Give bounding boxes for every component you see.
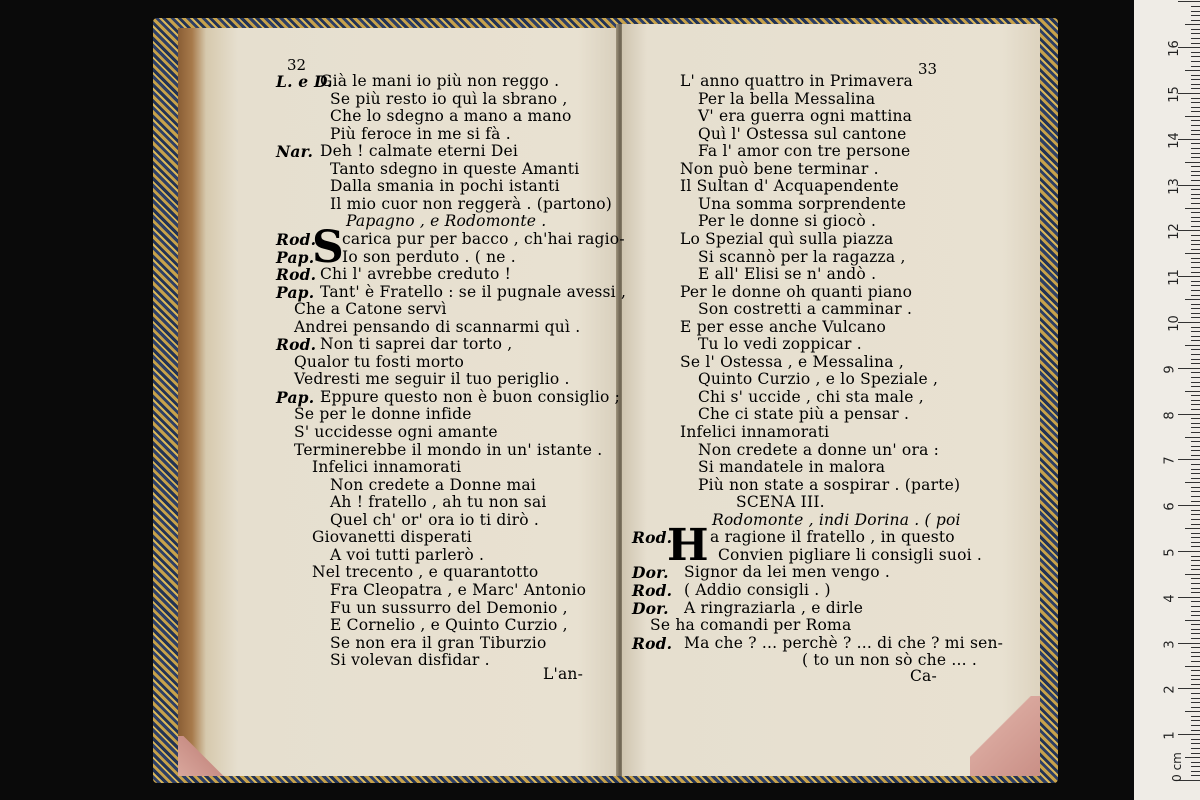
ruler-label: 2: [1162, 685, 1178, 695]
text-line: Terminerebbe il mondo in un' istante .: [294, 440, 603, 459]
ruler-tick: [1191, 88, 1200, 89]
ruler-tick: [1191, 556, 1200, 557]
text-line: Chi s' uccide , chi sta male ,: [698, 387, 924, 406]
ruler-tick: [1191, 327, 1200, 328]
ruler-tick: [1191, 693, 1200, 694]
page-stain: [970, 696, 1040, 776]
ruler-tick: [1178, 505, 1200, 506]
ruler-tick: [1191, 409, 1200, 410]
speaker-label: L. e D.: [276, 72, 333, 91]
ruler-tick: [1191, 61, 1200, 62]
ruler-tick: [1191, 189, 1200, 190]
text-line: Più non state a sospirar . (parte): [698, 475, 961, 494]
text-line: Si scannò per la ragazza ,: [698, 247, 906, 266]
ruler-tick: [1191, 313, 1200, 314]
ruler-tick: [1191, 386, 1200, 387]
text-line: Tant' è Fratello : se il pugnale avessi ,: [320, 282, 627, 301]
ruler-tick: [1185, 70, 1200, 71]
ruler-tick: [1178, 597, 1200, 598]
ruler-label: 14: [1166, 132, 1182, 149]
ruler-tick: [1191, 670, 1200, 671]
text-line: Non ti saprei dar torto ,: [320, 335, 513, 354]
ruler-tick: [1191, 578, 1200, 579]
text-line: Fra Cleopatra , e Marc' Antonio: [330, 580, 587, 599]
text-line: Non credete a Donne mai: [330, 475, 536, 494]
ruler-tick: [1185, 253, 1200, 254]
text-line: Si volevan disfidar .: [330, 651, 490, 670]
ruler-tick: [1178, 368, 1200, 369]
ruler-tick: [1191, 29, 1200, 30]
ruler-label: 7: [1162, 456, 1178, 466]
ruler-tick: [1191, 171, 1200, 172]
ruler-tick: [1191, 514, 1200, 515]
ruler-tick: [1191, 395, 1200, 396]
ruler-tick: [1191, 766, 1200, 767]
text-line: carica pur per bacco , ch'hai ragio-: [342, 229, 625, 248]
ruler-tick: [1191, 427, 1200, 428]
ruler-tick: [1191, 583, 1200, 584]
text-line: Quì l' Ostessa sul cantone: [698, 124, 907, 143]
ruler-tick: [1191, 771, 1200, 772]
ruler-tick: [1191, 560, 1200, 561]
text-line: Tu lo vedi zoppicar .: [698, 335, 862, 354]
ruler-label: 16: [1166, 40, 1182, 57]
ruler-tick: [1191, 175, 1200, 176]
ruler-tick: [1191, 304, 1200, 305]
ruler-tick: [1191, 212, 1200, 213]
text-line: Quel ch' or' ora io ti dirò .: [330, 510, 540, 529]
ruler-tick: [1191, 336, 1200, 337]
ruler-tick: [1191, 6, 1200, 7]
ruler-tick: [1191, 143, 1200, 144]
ruler-tick: [1191, 404, 1200, 405]
text-line: Ma che ? ... perchè ? ... di che ? mi sen-: [684, 633, 1004, 652]
ruler-tick: [1191, 675, 1200, 676]
ruler-tick: [1191, 707, 1200, 708]
ruler-tick: [1191, 359, 1200, 360]
ruler-tick: [1191, 272, 1200, 273]
measuring-ruler: [1134, 0, 1200, 800]
text-line: Se l' Ostessa , e Messalina ,: [680, 352, 904, 371]
text-line: Convien pigliare li consigli suoi .: [718, 545, 983, 564]
ruler-tick: [1191, 743, 1200, 744]
ruler-tick: [1191, 624, 1200, 625]
text-line: Tanto sdegno in queste Amanti: [330, 159, 580, 178]
ruler-tick: [1191, 753, 1200, 754]
ruler-tick: [1191, 762, 1200, 763]
ruler-tick: [1191, 180, 1200, 181]
ruler-tick: [1191, 267, 1200, 268]
ruler-tick: [1185, 437, 1200, 438]
ruler-label: 3: [1162, 639, 1178, 649]
ruler-label: 5: [1162, 548, 1178, 557]
ruler-tick: [1191, 615, 1200, 616]
ruler-tick: [1191, 221, 1200, 222]
ruler-tick: [1191, 739, 1200, 740]
text-line: Infelici innamorati: [312, 458, 462, 477]
ruler-tick: [1185, 528, 1200, 529]
ruler-tick: [1191, 418, 1200, 419]
text-line: Lo Spezial quì sulla piazza: [680, 229, 894, 248]
ruler-tick: [1191, 75, 1200, 76]
text-line: Fa l' amor con tre persone: [698, 142, 911, 161]
drop-cap: H: [667, 520, 709, 571]
text-line: Una somma sorprendente: [698, 194, 907, 213]
text-line: Per la bella Messalina: [698, 89, 876, 108]
ruler-tick: [1191, 546, 1200, 547]
ruler-label: 12: [1166, 223, 1182, 241]
ruler-tick: [1191, 79, 1200, 80]
right-page-number: 33: [918, 60, 938, 78]
ruler-tick: [1178, 459, 1200, 460]
ruler-tick: [1191, 98, 1200, 99]
ruler-tick: [1178, 1, 1200, 2]
text-line: Per le donne si giocò .: [698, 212, 877, 231]
text-line: E all' Elisi se n' andò .: [698, 265, 877, 284]
ruler-tick: [1185, 116, 1200, 117]
ruler-tick: [1191, 601, 1200, 602]
ruler-tick: [1191, 372, 1200, 373]
text-line: Se non era il gran Tiburzio: [330, 633, 547, 652]
text-line: Che lo sdegno a mano a mano: [330, 107, 572, 126]
text-line: Vedresti me seguir il tuo periglio .: [294, 370, 570, 389]
ruler-tick: [1191, 111, 1200, 112]
text-line: Quinto Curzio , e lo Speziale ,: [698, 370, 939, 389]
ruler-tick: [1191, 84, 1200, 85]
text-line: Rodomonte , indi Dorina . ( poi: [712, 510, 961, 529]
text-line: V' era guerra ogni mattina: [698, 107, 913, 126]
ruler-tick: [1191, 166, 1200, 167]
ruler-tick: [1191, 308, 1200, 309]
page-stain: [178, 736, 228, 776]
ruler-tick: [1178, 551, 1200, 552]
speaker-label: Pap.: [276, 282, 315, 302]
text-line: Chi l' avrebbe creduto !: [320, 265, 512, 284]
ruler-tick: [1191, 354, 1200, 355]
ruler-tick: [1191, 565, 1200, 566]
ruler-tick: [1191, 455, 1200, 456]
ruler-tick: [1185, 208, 1200, 209]
ruler-tick: [1178, 734, 1200, 735]
speaker-label: Nar.: [276, 142, 314, 162]
text-line: L' anno quattro in Primavera: [680, 72, 913, 90]
ruler-tick: [1191, 153, 1200, 154]
ruler-label: 15: [1166, 86, 1182, 103]
text-line: Si mandatele in malora: [698, 458, 886, 477]
ruler-label: 9: [1162, 365, 1178, 374]
text-line: Se per le donne infide: [294, 405, 472, 424]
text-line: Per le donne oh quanti piano: [680, 282, 913, 301]
ruler-tick: [1191, 592, 1200, 593]
ruler-tick: [1191, 725, 1200, 726]
ruler-tick: [1191, 400, 1200, 401]
ruler-tick: [1191, 487, 1200, 488]
ruler-tick: [1191, 661, 1200, 662]
text-line: Se più resto io quì la sbrano ,: [330, 89, 568, 108]
speaker-label: Rod.: [632, 580, 673, 600]
ruler-tick: [1191, 606, 1200, 607]
drop-cap: S: [312, 222, 344, 273]
ruler-tick: [1191, 501, 1200, 502]
catchword: L'an-: [543, 665, 584, 683]
ruler-tick: [1185, 711, 1200, 712]
ruler-tick: [1191, 473, 1200, 474]
ruler-tick: [1191, 281, 1200, 282]
ruler-tick: [1191, 684, 1200, 685]
ruler-tick: [1191, 510, 1200, 511]
ruler-label: 0 cm: [1169, 752, 1184, 782]
ruler-tick: [1191, 340, 1200, 341]
ruler-tick: [1191, 423, 1200, 424]
text-line: A ringraziarla , e dirle: [684, 598, 864, 617]
ruler-tick: [1191, 588, 1200, 589]
text-line: Papagno , e Rodomonte .: [346, 212, 547, 231]
ruler-tick: [1191, 748, 1200, 749]
ruler-tick: [1185, 345, 1200, 346]
ruler-tick: [1191, 432, 1200, 433]
ruler-tick: [1191, 652, 1200, 653]
ruler-tick: [1191, 569, 1200, 570]
ruler-tick: [1185, 574, 1200, 575]
ruler-tick: [1191, 130, 1200, 131]
ruler-tick: [1191, 519, 1200, 520]
ruler-tick: [1191, 716, 1200, 717]
ruler-tick: [1191, 450, 1200, 451]
ruler-tick: [1185, 620, 1200, 621]
ruler-tick: [1191, 702, 1200, 703]
ruler-label: 1: [1162, 731, 1178, 740]
text-line: Più feroce in me si fà .: [330, 124, 511, 143]
ruler-tick: [1191, 194, 1200, 195]
text-line: Nel trecento , e quarantotto: [312, 563, 539, 582]
ruler-tick: [1185, 24, 1200, 25]
speaker-label: Pap.: [276, 247, 315, 267]
ruler-tick: [1191, 647, 1200, 648]
ruler-tick: [1191, 537, 1200, 538]
ruler-label: 13: [1166, 177, 1182, 195]
ruler-tick: [1191, 217, 1200, 218]
ruler-tick: [1191, 464, 1200, 465]
text-line: Giovanetti disperati: [312, 528, 472, 547]
ruler-label: 11: [1166, 269, 1182, 286]
text-line: SCENA III.: [736, 493, 825, 512]
ruler-tick: [1191, 43, 1200, 44]
ruler-tick: [1191, 66, 1200, 67]
ruler-tick: [1191, 290, 1200, 291]
ruler-tick: [1191, 496, 1200, 497]
ruler-tick: [1185, 299, 1200, 300]
ruler-tick: [1191, 478, 1200, 479]
ruler-tick: [1191, 611, 1200, 612]
ruler-tick: [1185, 162, 1200, 163]
ruler-tick: [1191, 285, 1200, 286]
text-line: Dalla smania in pochi istanti: [330, 177, 560, 196]
speaker-label: Dor.: [632, 598, 669, 618]
ruler-tick: [1191, 198, 1200, 199]
ruler-tick: [1191, 679, 1200, 680]
text-line: Son costretti a camminar .: [698, 300, 913, 319]
ruler-tick: [1191, 698, 1200, 699]
ruler-tick: [1191, 382, 1200, 383]
ruler-tick: [1185, 391, 1200, 392]
ruler-tick: [1191, 249, 1200, 250]
ruler-tick: [1191, 377, 1200, 378]
speaker-label: Rod.: [276, 335, 317, 355]
ruler-tick: [1191, 446, 1200, 447]
ruler-tick: [1191, 52, 1200, 53]
text-line: Se ha comandi per Roma: [650, 616, 852, 635]
ruler-tick: [1191, 633, 1200, 634]
ruler-tick: [1191, 317, 1200, 318]
text-line: Qualor tu fosti morto: [294, 352, 465, 371]
speaker-label: Rod.: [276, 265, 317, 285]
ruler-tick: [1191, 349, 1200, 350]
ruler-tick: [1191, 363, 1200, 364]
ruler-tick: [1191, 258, 1200, 259]
speaker-label: Rod.: [276, 229, 317, 249]
ruler-tick: [1185, 482, 1200, 483]
ruler-tick: [1191, 331, 1200, 332]
catchword: Ca-: [910, 667, 937, 685]
text-line: Fu un sussurro del Demonio ,: [330, 598, 568, 617]
ruler-tick: [1191, 107, 1200, 108]
text-line: Non credete a donne un' ora :: [698, 440, 940, 459]
ruler-tick: [1191, 56, 1200, 57]
text-line: Il mio cuor non reggerà . (partono): [330, 194, 613, 213]
ruler-tick: [1191, 120, 1200, 121]
ruler-tick: [1191, 491, 1200, 492]
text-line: S' uccidesse ogni amante: [294, 423, 498, 441]
ruler-tick: [1178, 643, 1200, 644]
speaker-label: Rod.: [632, 633, 673, 653]
ruler-tick: [1191, 469, 1200, 470]
ruler-tick: [1191, 542, 1200, 543]
ruler-tick: [1191, 295, 1200, 296]
ruler-tick: [1191, 244, 1200, 245]
ruler-tick: [1191, 656, 1200, 657]
ruler-tick: [1191, 533, 1200, 534]
text-line: Andrei pensando di scannarmi quì .: [294, 317, 581, 336]
ruler-tick: [1191, 125, 1200, 126]
ruler-tick: [1178, 688, 1200, 689]
ruler-tick: [1191, 38, 1200, 39]
ruler-tick: [1191, 441, 1200, 442]
ruler-tick: [1191, 240, 1200, 241]
speaker-label: Pap.: [276, 387, 315, 407]
ruler-tick: [1191, 730, 1200, 731]
text-line: Che ci state più a pensar .: [698, 405, 910, 424]
ruler-tick: [1191, 203, 1200, 204]
ruler-tick: [1191, 226, 1200, 227]
speaker-label: Rod.: [632, 528, 673, 548]
text-line: Che a Catone servì: [294, 300, 447, 319]
text-line: Non può bene terminar .: [680, 159, 879, 178]
text-line: Già le mani io più non reggo .: [320, 72, 560, 90]
ruler-tick: [1178, 414, 1200, 415]
ruler-tick: [1191, 629, 1200, 630]
ruler-tick: [1191, 20, 1200, 21]
ruler-tick: [1191, 134, 1200, 135]
text-line: Io son perduto . ( ne .: [342, 247, 516, 266]
text-line: Deh ! calmate eterni Dei: [320, 142, 519, 161]
ruler-label: 6: [1162, 502, 1178, 511]
text-line: Il Sultan d' Acquapendente: [680, 177, 899, 196]
ruler-tick: [1191, 775, 1200, 776]
text-line: Infelici innamorati: [680, 423, 830, 441]
text-line: A voi tutti parlerò .: [330, 545, 485, 564]
text-line: Ah ! fratello , ah tu non sai: [330, 493, 547, 512]
text-line: Eppure questo non è buon consiglio ;: [320, 387, 621, 406]
ruler-label: 8: [1162, 410, 1178, 420]
ruler-tick: [1191, 33, 1200, 34]
ruler-tick: [1191, 157, 1200, 158]
text-line: Signor da lei men vengo .: [684, 563, 891, 582]
ruler-tick: [1191, 148, 1200, 149]
ruler-label: 10: [1166, 315, 1182, 332]
speaker-label: Dor.: [632, 563, 669, 583]
text-line: E Cornelio , e Quinto Curzio ,: [330, 616, 568, 635]
ruler-tick: [1191, 262, 1200, 263]
ruler-label: 4: [1162, 594, 1178, 603]
text-line: ( Addio consigli . ): [684, 580, 831, 599]
ruler-tick: [1191, 102, 1200, 103]
text-line: ( to un non sò che ... .: [802, 651, 977, 670]
ruler-tick: [1191, 524, 1200, 525]
ruler-tick: [1191, 720, 1200, 721]
ruler-tick: [1191, 235, 1200, 236]
ruler-tick: [1185, 757, 1200, 758]
ruler-tick: [1191, 11, 1200, 12]
ruler-tick: [1185, 666, 1200, 667]
ruler-tick: [1191, 15, 1200, 16]
text-line: E per esse anche Vulcano: [680, 317, 887, 336]
text-line: a ragione il fratello , in questo: [710, 528, 955, 547]
ruler-tick: [1191, 638, 1200, 639]
left-page-number: 32: [287, 56, 307, 74]
